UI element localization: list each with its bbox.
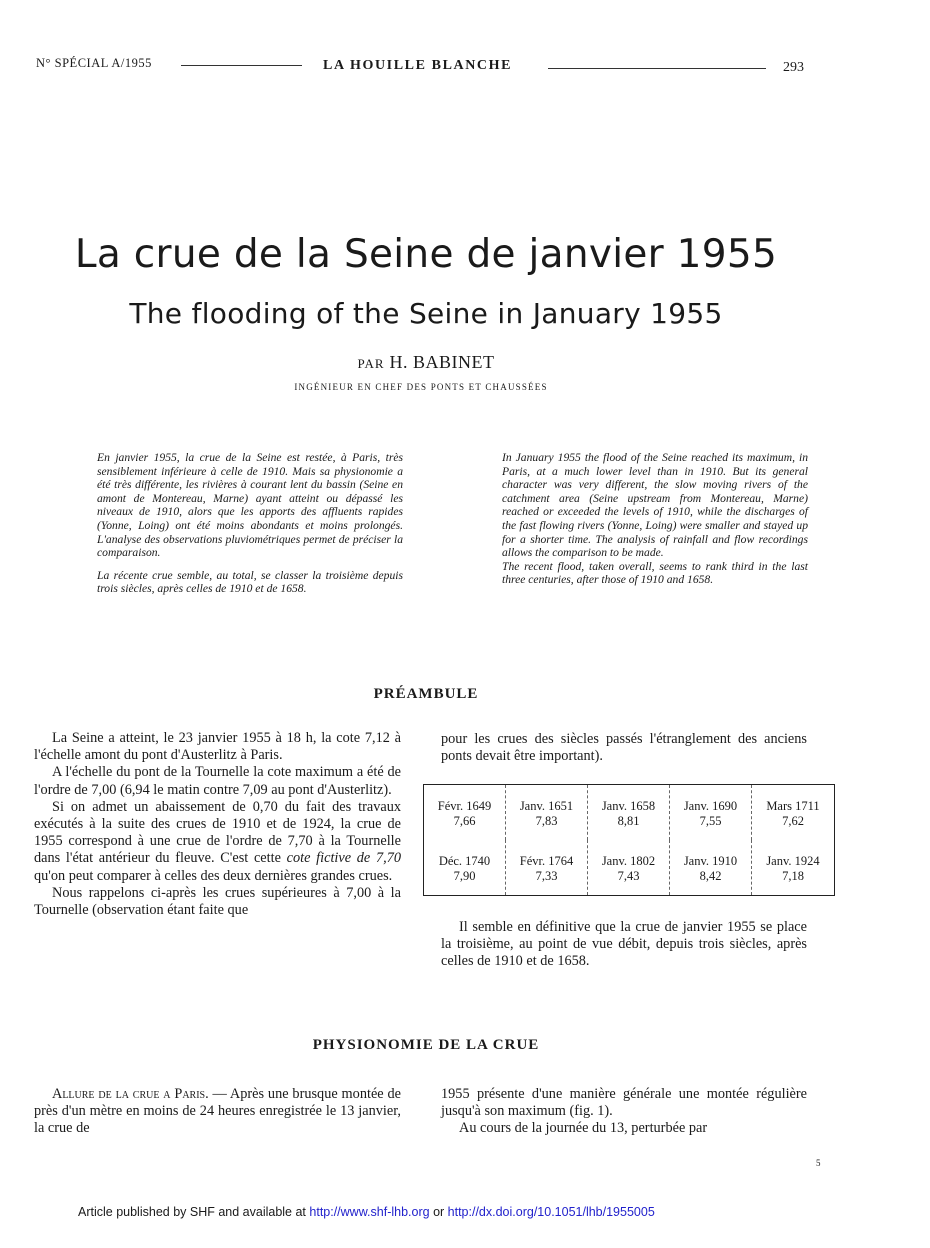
page-number: 293 [783, 60, 804, 75]
publication-footer [78, 1205, 655, 1219]
header-rule-left [181, 65, 302, 66]
abstract-en [502, 451, 808, 587]
emphasis-text: cote fictive de 7,70 [286, 850, 402, 867]
flood-level: 7,90 [453, 869, 476, 883]
abstract-fr-para: En janvier 1955, la crue de la Seine est restée, à Paris, très sensiblement inférieure à celle de 1910. Mais sa physionomie a été très différente, les rivières à courant lent du bassin (Seine en amont de Montereau, Marne) ayant atteint ou dépassé les niveaux de 1910, alors que les apports des affluents rapides (Yonne, Loing) ont été moins abondants et moins prolongés. L'analyse des observations pluviométriques permet de préciser la comparaison. [97, 451, 403, 560]
flood-date: Janv. 1910 [683, 854, 738, 868]
flood-date: Déc. 1740 [438, 854, 491, 868]
section-heading-physionomie: PHYSIONOMIE DE LA CRUE [312, 1037, 540, 1053]
flood-date: Févr. 1764 [519, 854, 574, 868]
body-paragraph: 1955 présente d'une manière générale une montée régulière jusqu'à son maximum (fig. 1). [441, 1086, 807, 1120]
table-cell [506, 785, 588, 840]
body-paragraph [34, 799, 401, 885]
shf-link[interactable]: http://www.shf-lhb.org [309, 1205, 430, 1219]
table-cell [670, 840, 752, 895]
body-paragraph: Au cours de la journée du 13, perturbée par [459, 1120, 708, 1137]
author-prefix: PAR [357, 356, 385, 371]
flood-level: 8,42 [699, 869, 722, 883]
flood-date: Janv. 1690 [683, 799, 738, 813]
flood-level: 7,18 [782, 869, 804, 883]
physionomie-right-column [441, 1086, 807, 1138]
flood-date: Janv. 1802 [601, 854, 656, 868]
footer-text: Article published by SHF and available at [78, 1205, 310, 1219]
abstract-en-para: The recent flood, taken overall, seems to rank third in the last three centuries, after those of 1910 and 1658. [502, 559, 808, 587]
table-cell [424, 785, 506, 840]
flood-level: 7,33 [535, 869, 558, 883]
author-name: H. BABINET [389, 352, 495, 372]
journal-title: LA HOUILLE BLANCHE [323, 58, 513, 73]
flood-levels-table [423, 784, 835, 896]
table-cell [752, 840, 834, 895]
table-cell [588, 785, 670, 840]
abstract-fr [97, 451, 403, 596]
doi-link[interactable]: http://dx.doi.org/10.1051/lhb/1955005 [447, 1205, 655, 1219]
author-line [0, 352, 852, 373]
preambule-left-column [34, 730, 401, 919]
table-cell [752, 785, 834, 840]
abstract-en-para: In January 1955 the flood of the Seine reached its maximum, in Paris, at a much lower level than in 1910. But its general character was very different, the slow moving rivers of the catchment area (Seine upstream from Montereau, Marne) reached or exceeded the levels of 1910, while the discharges of the fast flowing rivers (Yonne, Loing) were smaller and stayed up for a shorter time. The analysis of rainfall and flow recordings allows the comparison to be made. [502, 451, 808, 560]
journal-issue: N° SPÉCIAL A/1955 [36, 56, 152, 70]
author-affiliation: INGÉNIEUR EN CHEF DES PONTS ET CHAUSSÉES [294, 382, 548, 392]
abstract-fr-para: La récente crue semble, au total, se classer la troisième depuis trois siècles, après celles de 1910 et de 1658. [97, 568, 403, 596]
flood-date: Janv. 1924 [766, 854, 820, 868]
body-paragraph: pour les crues des siècles passés l'étranglement des anciens ponts devait être important). [441, 731, 807, 765]
page-mark: 5 [816, 1158, 821, 1168]
paragraph-lead: Allure de la crue a Paris. [52, 1086, 209, 1102]
header-rule-right [548, 68, 766, 69]
flood-date: Janv. 1658 [601, 799, 656, 813]
flood-level: 7,66 [453, 814, 476, 828]
body-paragraph: Nous rappelons ci-après les crues supérieures à 7,00 à la Tournelle (observation étant faite que [34, 884, 401, 919]
body-paragraph: Il semble en définitive que la crue de janvier 1955 se place la troisième, au point de vue débit, depuis trois siècles, après celles de 1910 et de 1658. [441, 919, 807, 970]
flood-level: 7,55 [699, 814, 722, 828]
physionomie-left-column [34, 1086, 401, 1138]
table-cell [670, 785, 752, 840]
flood-level: 7,43 [617, 869, 640, 883]
flood-level: 7,62 [782, 814, 804, 828]
article-title-en: The flooding of the Seine in January 1955 [129, 297, 723, 330]
table-cell [506, 840, 588, 895]
table-cell [424, 840, 506, 895]
body-text: — Après une brusque montée de près d'un mètre en moins de 24 heures enregistrée le 13 janvier, la crue de [34, 1086, 401, 1137]
flood-level: 7,83 [535, 814, 558, 828]
flood-date: Févr. 1649 [437, 799, 492, 813]
flood-date: Mars 1711 [766, 799, 820, 813]
flood-level: 8,81 [617, 814, 640, 828]
body-paragraph [34, 1086, 401, 1138]
preambule-right-column-bottom [441, 919, 807, 971]
body-paragraph: La Seine a atteint, le 23 janvier 1955 à 18 h, la cote 7,12 à l'échelle amont du pont d'Austerlitz à Paris. [34, 730, 401, 764]
footer-text: or [429, 1205, 448, 1219]
table-cell [588, 840, 670, 895]
article-title-fr: La crue de la Seine de janvier 1955 [74, 232, 778, 277]
preambule-right-column-top [441, 731, 807, 765]
body-text: qu'on peut comparer à celles des deux dernières grandes crues. [34, 867, 393, 884]
section-heading-preambule: PRÉAMBULE [373, 686, 479, 702]
flood-date: Janv. 1651 [519, 799, 574, 813]
body-text: Si on admet un abaissement de 0,70 du fait des travaux exécutés à la suite des crues de 1910 et de 1924, la crue de 1955 correspond à une crue de l'ordre de 7,70 à la Tournelle dans l'état antérieur du fleuve. C'est cette [34, 798, 401, 867]
body-paragraph: A l'échelle du pont de la Tournelle la cote maximum a été de l'ordre de 7,00 (6,94 le matin contre 7,09 au pont d'Austerlitz). [34, 764, 401, 798]
